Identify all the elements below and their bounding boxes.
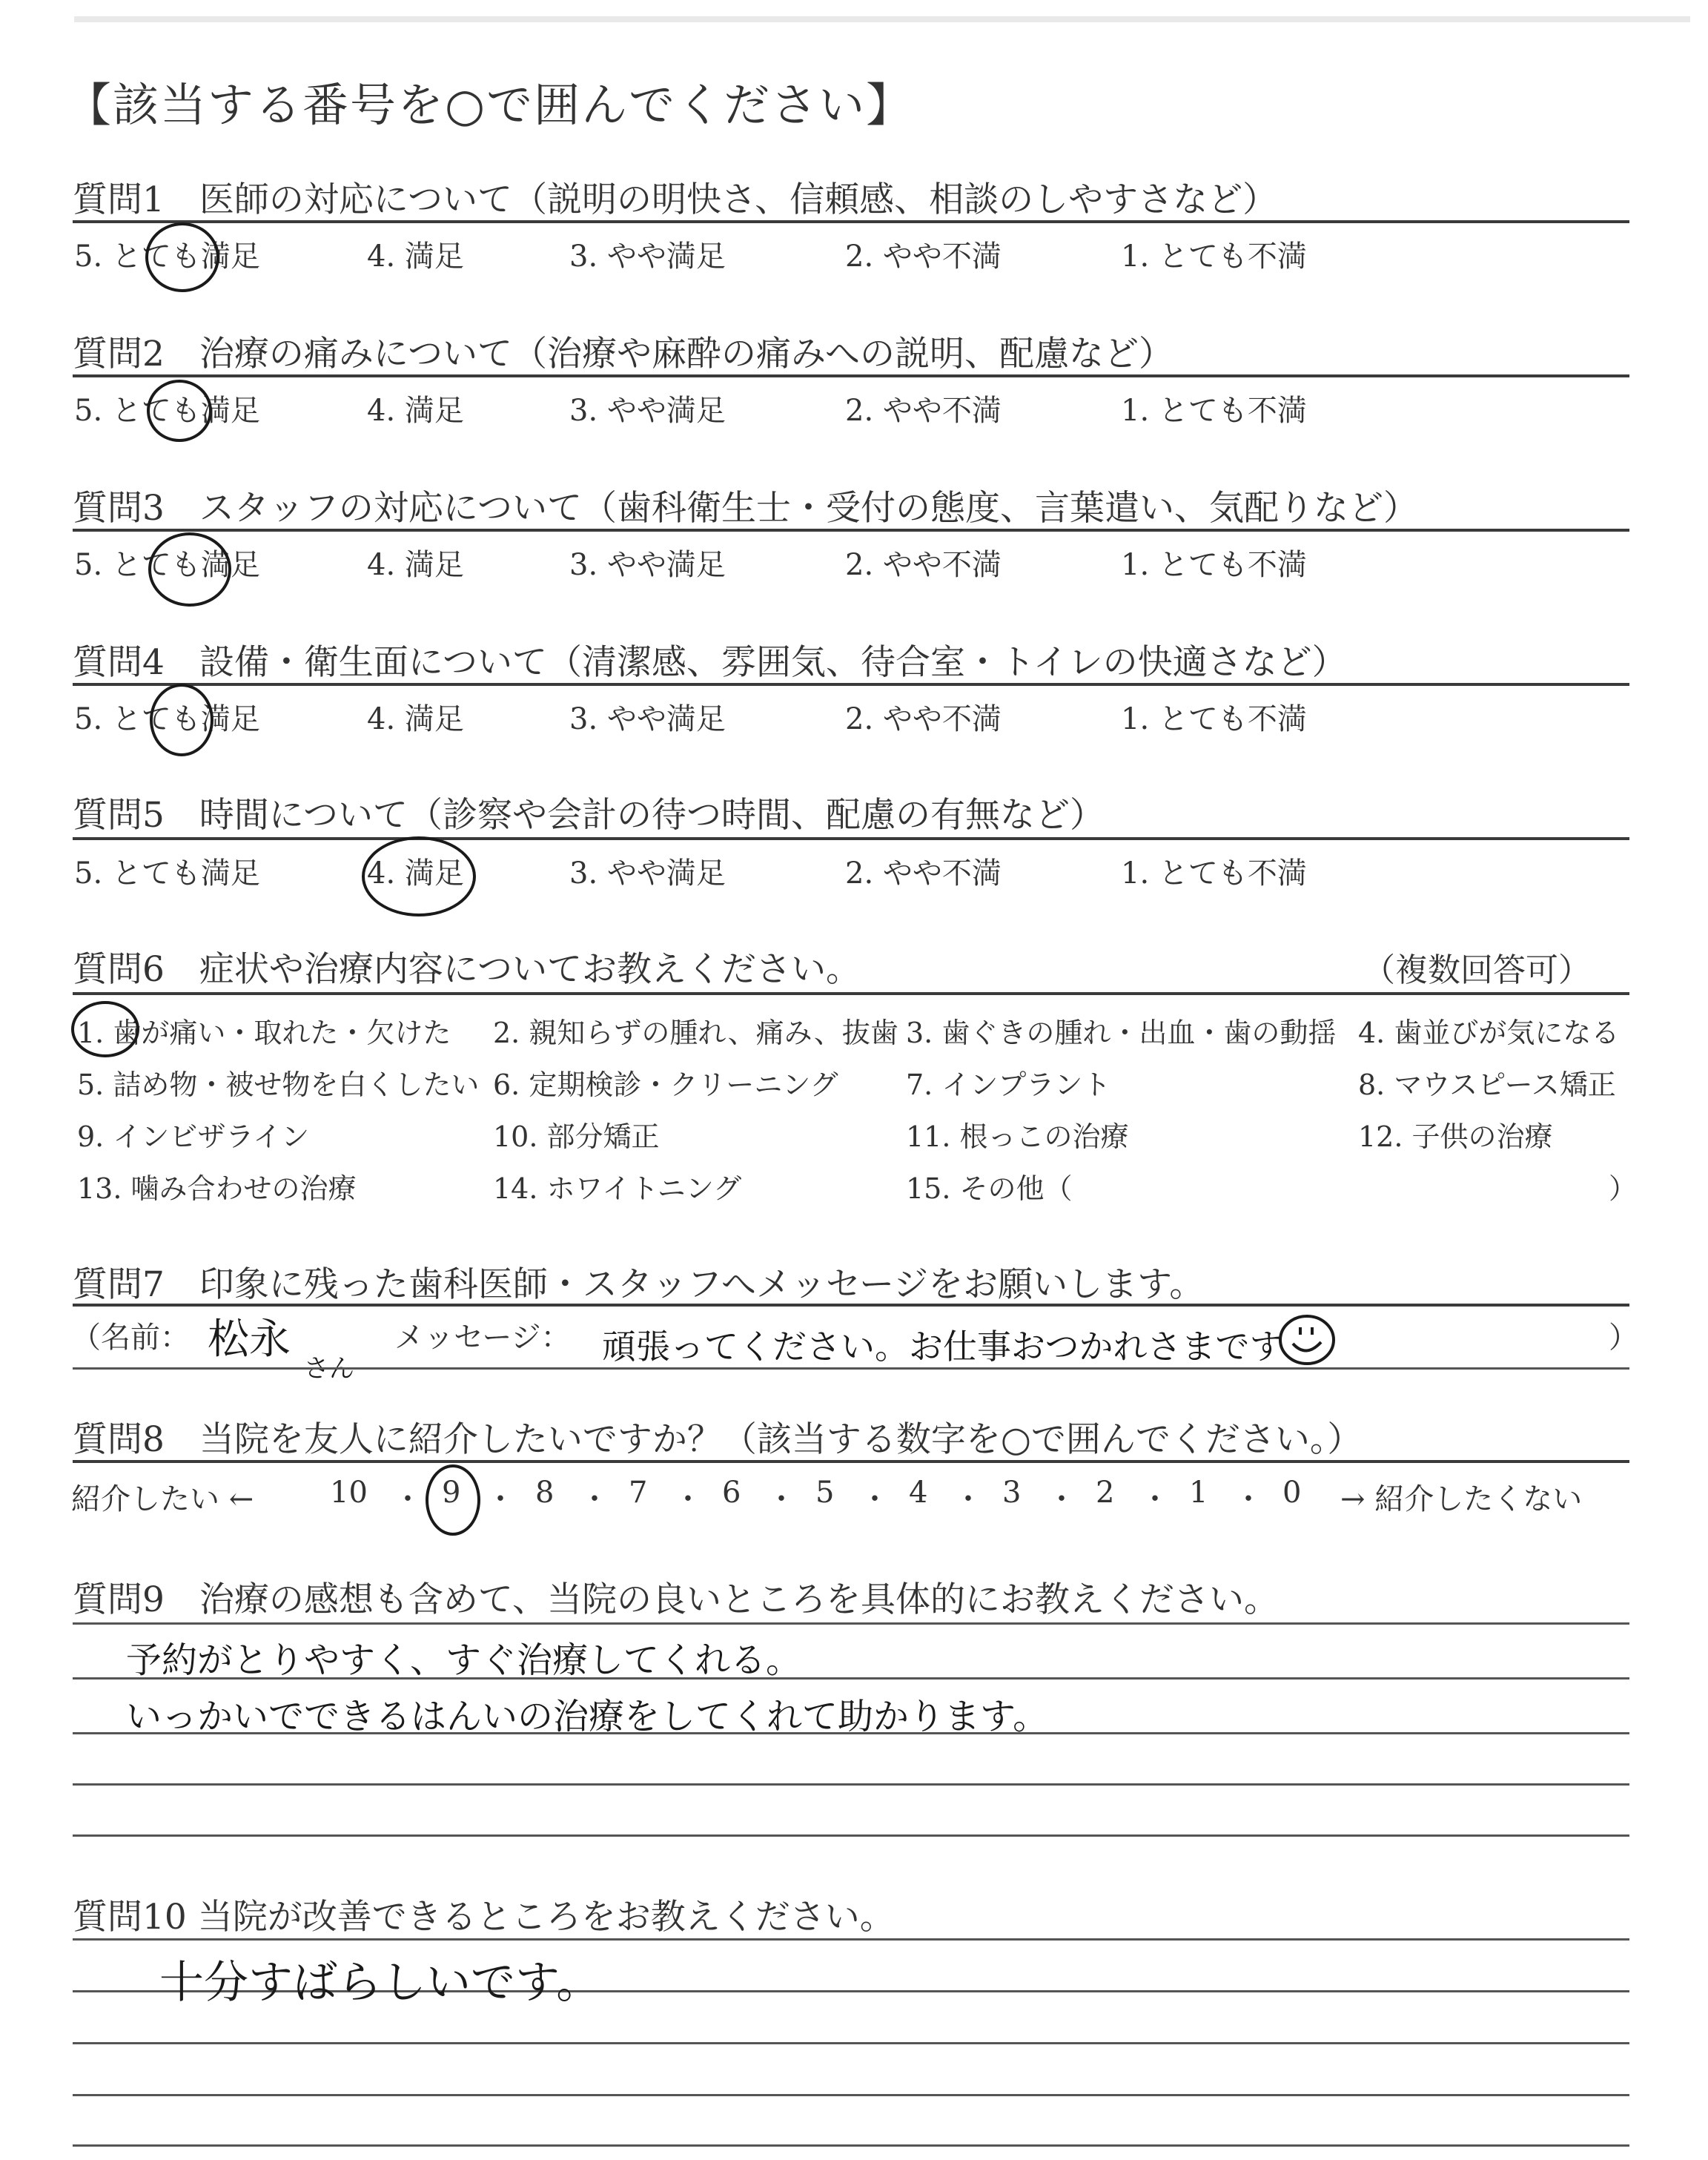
q8-scale-dot: ・ [393,1482,423,1516]
q8-scale-dot: ・ [486,1482,515,1516]
q5-option-1[interactable]: 1. とても不満 [1121,856,1307,891]
q4-rule [73,683,1629,686]
q6-option-9[interactable]: 9. インビザライン [77,1120,310,1153]
q9-title: 質問9 治療の感想も含めて、当院の良いところを具体的にお教えください。 [73,1579,1279,1620]
q8-scale-8[interactable]: 8 [535,1476,555,1510]
q1-title: 質問1 医師の対応について（説明の明快さ、信頼感、相談のしやすさなど） [73,179,1278,220]
q8-scale-dot: ・ [767,1482,796,1516]
q8-scale-1[interactable]: 1 [1189,1476,1208,1510]
q6-option-11[interactable]: 11. 根っこの治療 [906,1120,1129,1153]
q3-selected-circle [148,532,231,607]
q8-scale-5[interactable]: 5 [815,1476,835,1510]
q4-option-1[interactable]: 1. とても不満 [1121,702,1307,736]
q9-line [73,1834,1629,1837]
q5-selected-circle [362,836,476,916]
q3-option-4[interactable]: 4. 満足 [367,548,464,582]
q6-option-10[interactable]: 10. 部分矯正 [493,1120,660,1153]
q8-scale-dot: ・ [1047,1482,1076,1516]
q8-scale-6[interactable]: 6 [722,1476,741,1510]
q7-name-suffix: さん [304,1354,354,1384]
q2-rule [73,374,1629,377]
q8-scale-10[interactable]: 10 [330,1476,368,1510]
q4-option-5[interactable]: 5. とても満足 [74,702,260,736]
q10-line [73,2094,1629,2096]
q10-title: 質問10 当院が改善できるところをお教えください。 [73,1897,895,1938]
q7-message-value[interactable]: 頑張ってください。お仕事おつかれさまです [602,1327,1284,1367]
q3-title: 質問3 スタッフの対応について（歯科衛生士・受付の態度、言葉遣い、気配りなど） [73,488,1418,529]
q1-option-3[interactable]: 3. やや満足 [569,240,726,274]
q5-option-4[interactable]: 4. 満足 [367,856,464,891]
q6-option-7[interactable]: 7. インプラント [906,1069,1111,1101]
q8-left-label: 紹介したい ← [71,1482,254,1516]
q6-rule [73,992,1629,995]
q6-option-2[interactable]: 2. 親知らずの腫れ、痛み、抜歯 [493,1017,898,1049]
q6-title: 質問6 症状や治療内容についてお教えください。 [73,949,861,990]
q2-title: 質問2 治療の痛みについて（治療や麻酔の痛みへの説明、配慮など） [73,334,1174,374]
page-top-edge [74,16,1690,22]
q8-scale-dot: ・ [673,1482,703,1516]
q3-rule [73,529,1629,532]
q8-scale-2[interactable]: 2 [1096,1476,1115,1510]
q2-option-2[interactable]: 2. やや不満 [845,394,1002,428]
q8-scale-7[interactable]: 7 [629,1476,648,1510]
q9-line [73,1783,1629,1786]
q2-selected-circle [147,380,212,442]
q8-title: 質問8 当院を友人に紹介したいですか？（該当する数字を○で囲んでください。） [73,1419,1363,1460]
q5-option-5[interactable]: 5. とても満足 [74,856,260,891]
q7-underline [73,1367,1629,1370]
q8-scale-dot: ・ [1140,1482,1170,1516]
q8-scale-dot: ・ [1234,1482,1263,1516]
q7-closing-paren: ） [1609,1321,1638,1355]
q8-scale-4[interactable]: 4 [909,1476,928,1510]
q1-option-4[interactable]: 4. 満足 [367,240,464,274]
q6-option-6[interactable]: 6. 定期検診・クリーニング [493,1069,838,1101]
q1-option-1[interactable]: 1. とても不満 [1121,240,1307,274]
q10-line [73,2144,1629,2147]
q8-scale-0[interactable]: 0 [1282,1476,1302,1510]
q6-option-12[interactable]: 12. 子供の治療 [1358,1120,1553,1153]
q3-option-2[interactable]: 2. やや不満 [845,548,1002,582]
q5-rule [73,837,1629,840]
q3-option-3[interactable]: 3. やや満足 [569,548,726,582]
q8-selected-circle [426,1464,480,1536]
q5-title: 質問5 時間について（診察や会計の待つ時間、配慮の有無など） [73,795,1105,836]
q3-option-5[interactable]: 5. とても満足 [74,548,260,582]
q8-scale-dot: ・ [580,1482,609,1516]
q1-rule [73,220,1629,223]
q8-right-label: → 紹介したくない [1340,1482,1583,1516]
q6-selected-circle [71,1001,139,1057]
q4-option-3[interactable]: 3. やや満足 [569,702,726,736]
q2-option-1[interactable]: 1. とても不満 [1121,394,1307,428]
q2-option-5[interactable]: 5. とても満足 [74,394,260,428]
q10-answer-line-1[interactable]: 十分すばらしいです。 [159,1957,601,2009]
q1-option-5[interactable]: 5. とても満足 [74,240,260,274]
q8-scale-3[interactable]: 3 [1002,1476,1022,1510]
q6-option-14[interactable]: 14. ホワイトニング [493,1172,742,1205]
q6-option-15-close: ） [1609,1172,1638,1205]
q4-option-2[interactable]: 2. やや不満 [845,702,1002,736]
q6-option-8[interactable]: 8. マウスピース矯正 [1358,1069,1616,1101]
q4-option-4[interactable]: 4. 満足 [367,702,464,736]
q2-option-4[interactable]: 4. 満足 [367,394,464,428]
q9-line [73,1622,1629,1625]
q7-message-label: メッセージ： [394,1321,571,1355]
q7-title: 質問7 印象に残った歯科医師・スタッフへメッセージをお願いします。 [73,1264,1205,1305]
q1-option-2[interactable]: 2. やや不満 [845,240,1002,274]
q10-line [73,2042,1629,2044]
q6-option-15[interactable]: 15. その他（ [906,1172,1073,1205]
q10-line [73,1938,1629,1941]
q7-rule [73,1304,1629,1307]
q4-selected-circle [150,684,214,756]
q2-option-3[interactable]: 3. やや満足 [569,394,726,428]
q6-option-4[interactable]: 4. 歯並びが気になる [1358,1017,1620,1049]
q8-scale-dot: ・ [953,1482,983,1516]
q8-scale-dot: ・ [860,1482,890,1516]
q5-option-2[interactable]: 2. やや不満 [845,856,1002,891]
q3-option-1[interactable]: 1. とても不満 [1121,548,1307,582]
q9-answer-line-1[interactable]: 予約がとりやすく、すぐ治療してくれる。 [126,1639,802,1681]
q6-multiple-note: （複数回答可） [1363,951,1591,989]
q7-name-label: （名前： [71,1321,190,1355]
q6-option-5[interactable]: 5. 詰め物・被せ物を白くしたい [77,1069,480,1101]
q6-option-3[interactable]: 3. 歯ぐきの腫れ・出血・歯の動揺 [906,1017,1337,1049]
q8-scale-9[interactable]: 9 [442,1476,461,1510]
q5-option-3[interactable]: 3. やや満足 [569,856,726,891]
q4-title: 質問4 設備・衛生面について（清潔感、雰囲気、待合室・トイレの快適さなど） [73,642,1347,683]
q9-answer-line-2[interactable]: いっかいでできるはんいの治療をしてくれて助かります。 [126,1696,1049,1737]
q8-rule [73,1460,1629,1463]
q6-option-13[interactable]: 13. 噛み合わせの治療 [77,1172,357,1205]
smiley-face-icon [1277,1312,1337,1370]
q1-selected-circle [145,222,219,292]
q6-option-1[interactable]: 1. 歯が痛い・取れた・欠けた [77,1017,451,1049]
q7-name-value[interactable]: 松永 [208,1315,291,1364]
page-title: 【該当する番号を○で囲んでください】 [65,78,914,132]
